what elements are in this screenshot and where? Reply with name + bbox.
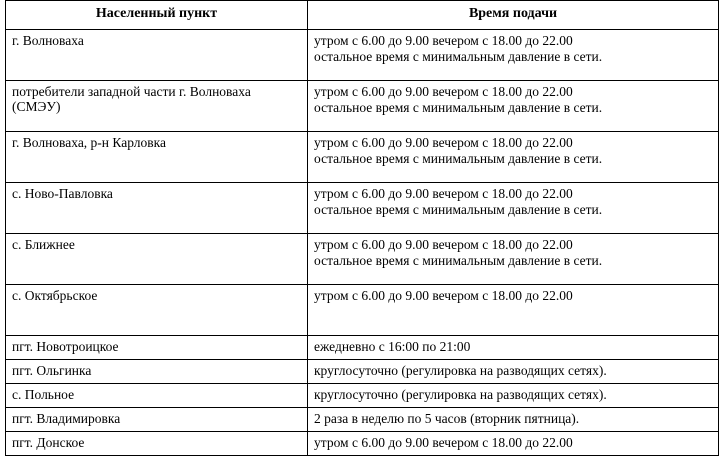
supply-time-line: утром с 6.00 до 9.00 вечером с 18.00 до 22.00 bbox=[314, 287, 573, 303]
table-body bbox=[6, 29, 719, 455]
settlement-label: пгт. Донское bbox=[12, 434, 85, 450]
supply-time-line: ежедневно с 16:00 по 21:00 bbox=[314, 338, 471, 354]
supply-time-line: утром с 6.00 до 9.00 вечером с 18.00 до 22.00 bbox=[314, 32, 573, 48]
cell-settlement bbox=[6, 383, 308, 407]
cell-settlement bbox=[6, 131, 308, 182]
table-row bbox=[6, 383, 719, 407]
cell-supply-time bbox=[308, 182, 719, 233]
table-row bbox=[6, 182, 719, 233]
cell-settlement bbox=[6, 431, 308, 455]
cell-settlement bbox=[6, 233, 308, 284]
supply-time-line: остальное время с минимальным давление в сети. bbox=[314, 151, 603, 167]
supply-time-line: утром с 6.00 до 9.00 вечером с 18.00 до 22.00 bbox=[314, 434, 573, 450]
supply-time-line: остальное время с минимальным давление в сети. bbox=[314, 49, 603, 65]
settlement-label: с. Ближнее bbox=[12, 236, 75, 252]
cell-settlement bbox=[6, 29, 308, 80]
cell-supply-time bbox=[308, 431, 719, 455]
column-header-settlement: Населенный пункт bbox=[6, 1, 308, 30]
cell-supply-time bbox=[308, 359, 719, 383]
cell-settlement bbox=[6, 80, 308, 131]
settlement-label: с. Польное bbox=[12, 386, 75, 402]
cell-settlement bbox=[6, 359, 308, 383]
table-row bbox=[6, 29, 719, 80]
table-row bbox=[6, 407, 719, 431]
supply-time-line: круглосуточно (регулировка на разводящих сетях). bbox=[314, 386, 607, 402]
cell-settlement bbox=[6, 182, 308, 233]
cell-supply-time bbox=[308, 383, 719, 407]
settlement-label: потребители западной части г. Волноваха (СМЭУ) bbox=[12, 83, 251, 115]
table-row bbox=[6, 233, 719, 284]
supply-time-line: утром с 6.00 до 9.00 вечером с 18.00 до 22.00 bbox=[314, 83, 573, 99]
settlement-label: с. Ново-Павловка bbox=[12, 185, 113, 201]
cell-supply-time bbox=[308, 335, 719, 359]
table-row bbox=[6, 359, 719, 383]
cell-supply-time bbox=[308, 407, 719, 431]
settlement-label: г. Волноваха bbox=[12, 32, 84, 48]
cell-supply-time bbox=[308, 29, 719, 80]
cell-supply-time bbox=[308, 233, 719, 284]
table-header bbox=[6, 1, 719, 30]
supply-time-line: утром с 6.00 до 9.00 вечером с 18.00 до 22.00 bbox=[314, 134, 573, 150]
supply-time-line: утром с 6.00 до 9.00 вечером с 18.00 до 22.00 bbox=[314, 185, 573, 201]
settlement-label: пгт. Ольгинка bbox=[12, 362, 92, 378]
table-row bbox=[6, 80, 719, 131]
column-header-supply-time: Время подачи bbox=[308, 1, 719, 30]
settlement-label: г. Волноваха, р-н Карловка bbox=[12, 134, 166, 150]
supply-time-line: 2 раза в неделю по 5 часов (вторник пятница). bbox=[314, 410, 580, 426]
supply-time-line: остальное время с минимальным давление в сети. bbox=[314, 202, 603, 218]
cell-settlement bbox=[6, 284, 308, 335]
table-row bbox=[6, 131, 719, 182]
table-row bbox=[6, 431, 719, 455]
cell-supply-time bbox=[308, 284, 719, 335]
table-row bbox=[6, 335, 719, 359]
supply-time-line: круглосуточно (регулировка на разводящих сетях). bbox=[314, 362, 607, 378]
water-supply-schedule-table bbox=[5, 0, 719, 456]
cell-settlement bbox=[6, 407, 308, 431]
supply-time-line: утром с 6.00 до 9.00 вечером с 18.00 до 22.00 bbox=[314, 236, 573, 252]
supply-time-line: остальное время с минимальным давление в сети. bbox=[314, 253, 603, 269]
settlement-label: пгт. Владимировка bbox=[12, 410, 121, 426]
cell-supply-time bbox=[308, 80, 719, 131]
supply-time-line: остальное время с минимальным давление в сети. bbox=[314, 100, 603, 116]
settlement-label: пгт. Новотроицкое bbox=[12, 338, 119, 354]
cell-supply-time bbox=[308, 131, 719, 182]
table-header-row bbox=[6, 1, 719, 30]
cell-settlement bbox=[6, 335, 308, 359]
table-row bbox=[6, 284, 719, 335]
settlement-label: с. Октябрьское bbox=[12, 287, 98, 303]
